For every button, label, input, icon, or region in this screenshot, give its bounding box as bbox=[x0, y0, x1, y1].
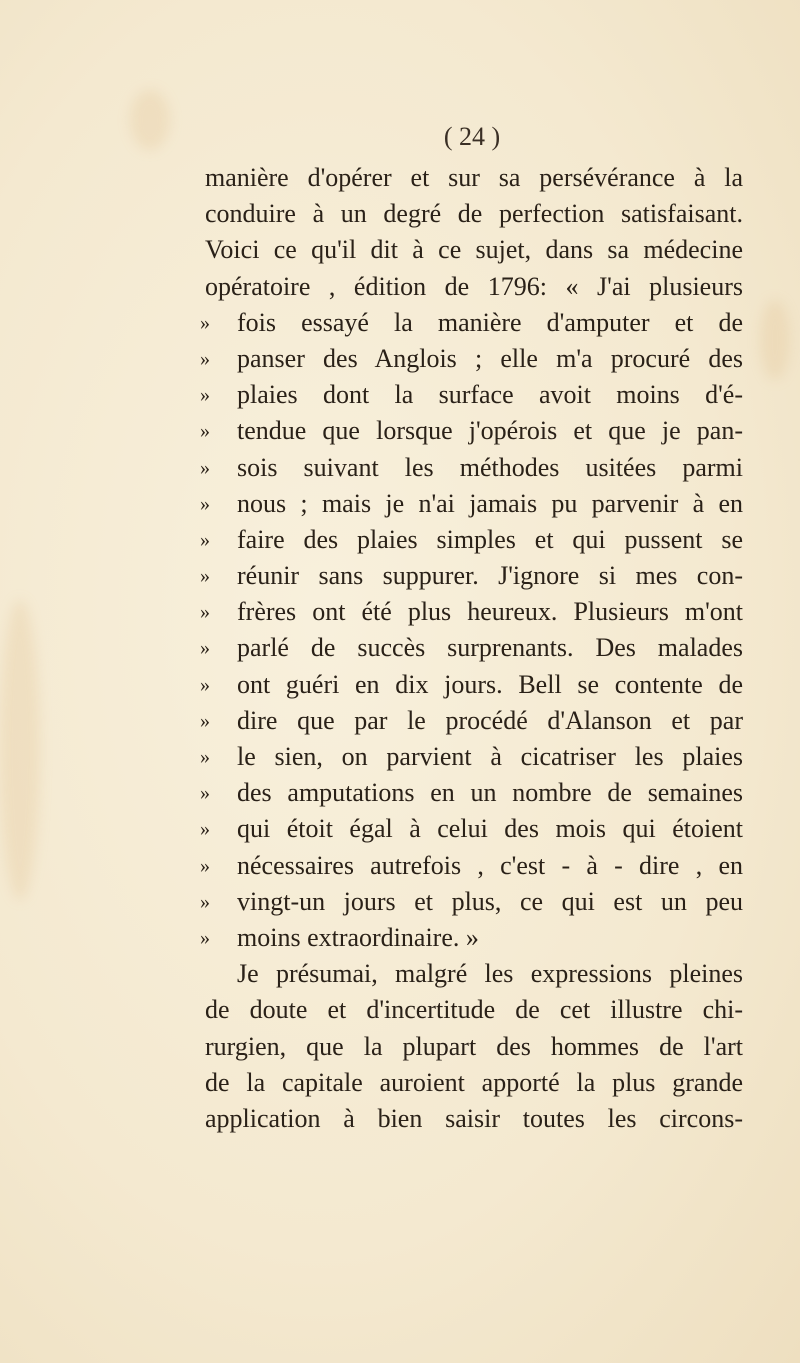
quotation-mark: » bbox=[200, 492, 210, 515]
text-line bbox=[200, 413, 743, 449]
line-text: Je présumai, malgré les expressions pleines bbox=[237, 959, 743, 989]
line-text: fois essayé la manière d'amputer et de bbox=[237, 307, 743, 337]
line-text: frères ont été plus heureux. Plusieurs m'ont bbox=[237, 597, 743, 627]
line-text: le sien, on parvient à cicatriser les plaies bbox=[237, 742, 743, 771]
text-line bbox=[200, 341, 743, 377]
text-line bbox=[200, 703, 743, 739]
quotation-mark: » bbox=[200, 818, 210, 841]
quotation-mark: » bbox=[200, 420, 210, 443]
text-line bbox=[205, 160, 743, 196]
line-text: des amputations en un nombre de semaines bbox=[237, 778, 743, 808]
page-number: ( 24 ) bbox=[443, 122, 501, 151]
quotation-mark: » bbox=[200, 384, 210, 407]
quotation-mark: » bbox=[200, 456, 210, 479]
line-text: réunir sans suppurer. J'ignore si mes con- bbox=[237, 561, 743, 591]
line-text: Voici ce qu'il dit à ce sujet, dans sa médecine bbox=[205, 235, 743, 265]
text-line bbox=[205, 269, 743, 305]
text-line bbox=[200, 450, 743, 486]
text-line bbox=[200, 522, 743, 558]
quotation-mark: » bbox=[200, 926, 210, 949]
text-line bbox=[200, 884, 743, 920]
line-text: conduire à un degré de perfection satisfaisant. bbox=[205, 199, 743, 229]
line-text: qui étoit égal à celui des mois qui étoient bbox=[237, 814, 743, 844]
line-text: panser des Anglois ; elle m'a procuré des bbox=[237, 343, 743, 373]
quotation-mark: » bbox=[200, 528, 210, 551]
quotation-mark: » bbox=[200, 637, 210, 660]
quotation-mark: » bbox=[200, 601, 210, 624]
line-text: nécessaires autrefois , c'est - à - dire , en bbox=[237, 850, 743, 880]
line-text: opératoire , édition de 1796: « J'ai plusieurs bbox=[205, 271, 743, 301]
line-text: de doute et d'incertitude de cet illustre chi- bbox=[205, 995, 743, 1025]
quotation-mark: » bbox=[200, 746, 210, 768]
line-text: dire que par le procédé d'Alanson et par bbox=[237, 705, 743, 735]
line-text: ont guéri en dix jours. Bell se contente de bbox=[237, 669, 743, 699]
line-text: vingt-un jours et plus, ce qui est un peu bbox=[237, 886, 743, 916]
line-text: moins extraordinaire. » bbox=[237, 922, 479, 952]
text-line bbox=[205, 1101, 743, 1137]
text-line bbox=[200, 775, 743, 811]
line-text: nous ; mais je n'ai jamais pu parvenir à en bbox=[237, 488, 743, 518]
text-line bbox=[200, 739, 743, 775]
text-line bbox=[205, 956, 743, 992]
text-line bbox=[205, 232, 743, 268]
quotation-mark: » bbox=[200, 311, 210, 334]
quotation-mark: » bbox=[200, 890, 210, 913]
quotation-mark: » bbox=[200, 782, 210, 805]
line-text: manière d'opérer et sur sa persévérance à la bbox=[205, 163, 743, 192]
text-line bbox=[200, 305, 743, 341]
text-line bbox=[200, 594, 743, 630]
quotation-mark: » bbox=[200, 565, 210, 588]
line-text: plaies dont la surface avoit moins d'é- bbox=[237, 380, 743, 410]
text-line bbox=[200, 920, 743, 956]
text-line bbox=[200, 558, 743, 594]
line-text: sois suivant les méthodes usitées parmi bbox=[237, 452, 743, 482]
body-text bbox=[200, 160, 743, 1137]
text-line bbox=[200, 667, 743, 703]
paper-stain bbox=[130, 90, 170, 150]
quotation-mark: » bbox=[200, 709, 210, 732]
text-line bbox=[205, 1029, 743, 1065]
line-text: rurgien, que la plupart des hommes de l'art bbox=[205, 1031, 743, 1061]
text-line bbox=[205, 992, 743, 1028]
text-line bbox=[205, 196, 743, 232]
quotation-mark: » bbox=[200, 854, 210, 877]
text-line bbox=[200, 377, 743, 413]
text-line bbox=[200, 811, 743, 847]
line-text: parlé de succès surprenants. Des malades bbox=[237, 633, 743, 663]
text-line bbox=[205, 1065, 743, 1101]
paper-stain bbox=[760, 300, 790, 380]
line-text: de la capitale auroient apporté la plus grande bbox=[205, 1067, 743, 1097]
line-text: tendue que lorsque j'opérois et que je pan- bbox=[237, 416, 743, 446]
paper-stain bbox=[0, 600, 40, 900]
quotation-mark: » bbox=[200, 347, 210, 370]
line-text: faire des plaies simples et qui pussent se bbox=[237, 524, 743, 554]
text-line bbox=[200, 630, 743, 666]
text-line bbox=[200, 848, 743, 884]
text-line bbox=[200, 486, 743, 522]
quotation-mark: » bbox=[200, 673, 210, 696]
line-text: application à bien saisir toutes les circons- bbox=[205, 1103, 743, 1133]
